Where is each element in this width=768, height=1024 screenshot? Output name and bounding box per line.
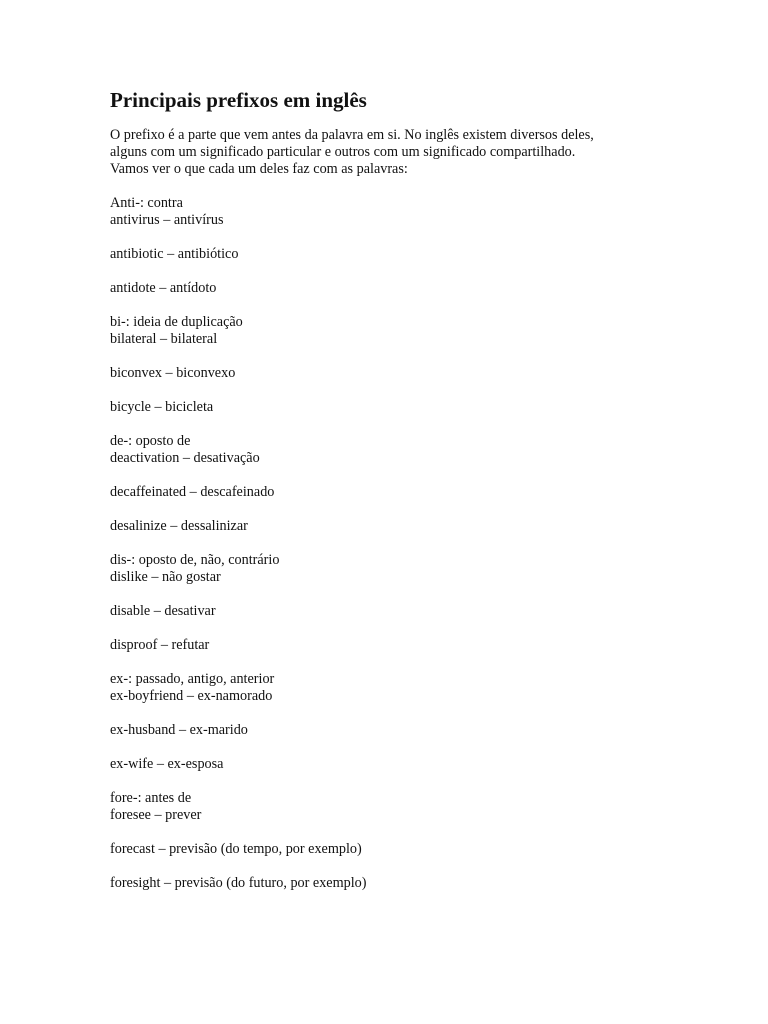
example-block	[110, 484, 670, 501]
example-entry: antidote – antídoto	[110, 280, 217, 296]
example-entry: antivirus – antivírus	[110, 212, 224, 228]
intro-line: alguns com um significado particular e outros com um significado compartilhado.	[110, 144, 576, 160]
example-block	[110, 518, 670, 535]
example-entry: antibiotic – antibiótico	[110, 246, 239, 262]
example-entry: disproof – refutar	[110, 637, 210, 653]
example-block	[110, 365, 670, 382]
example-entry: bicycle – bicicleta	[110, 399, 214, 415]
example-entry: ex-husband – ex-marido	[110, 722, 248, 738]
prefix-definition: ex-: passado, antigo, anterior	[110, 671, 275, 687]
prefix-definition: bi-: ideia de duplicação	[110, 314, 243, 330]
example-entry: ex-wife – ex-esposa	[110, 756, 224, 772]
example-entry: foresee – prever	[110, 807, 202, 823]
example-entry: ex-boyfriend – ex-namorado	[110, 688, 273, 704]
example-entry: forecast – previsão (do tempo, por exemplo)	[110, 841, 362, 857]
example-block	[110, 637, 670, 654]
prefix-definition: de-: oposto de	[110, 433, 191, 449]
example-entry: dislike – não gostar	[110, 569, 221, 585]
example-block	[110, 246, 670, 263]
prefix-heading-fore	[110, 790, 670, 824]
prefix-definition: dis-: oposto de, não, contrário	[110, 552, 280, 568]
example-entry: desalinize – dessalinizar	[110, 518, 248, 534]
example-entry: deactivation – desativação	[110, 450, 260, 466]
prefix-heading-de	[110, 433, 670, 467]
prefix-heading-ex	[110, 671, 670, 705]
document-title: Principais prefixos em inglês	[110, 88, 367, 112]
prefix-heading-dis	[110, 552, 670, 586]
intro-line: Vamos ver o que cada um deles faz com as palavras:	[110, 161, 408, 177]
prefix-heading-bi	[110, 314, 670, 348]
example-entry: biconvex – biconvexo	[110, 365, 236, 381]
intro-line: O prefixo é a parte que vem antes da palavra em si. No inglês existem diversos deles,	[110, 127, 594, 143]
example-block	[110, 756, 670, 773]
example-block	[110, 280, 670, 297]
example-block	[110, 399, 670, 416]
prefix-definition: Anti-: contra	[110, 195, 183, 211]
example-block	[110, 841, 670, 858]
example-block	[110, 603, 670, 620]
example-entry: foresight – previsão (do futuro, por exemplo)	[110, 875, 367, 891]
document-page	[110, 86, 670, 892]
example-entry: bilateral – bilateral	[110, 331, 218, 347]
example-block	[110, 875, 670, 892]
example-block	[110, 722, 670, 739]
example-entry: disable – desativar	[110, 603, 216, 619]
intro-paragraph	[110, 127, 670, 178]
prefix-definition: fore-: antes de	[110, 790, 192, 806]
example-entry: decaffeinated – descafeinado	[110, 484, 275, 500]
prefix-heading-anti	[110, 195, 670, 229]
